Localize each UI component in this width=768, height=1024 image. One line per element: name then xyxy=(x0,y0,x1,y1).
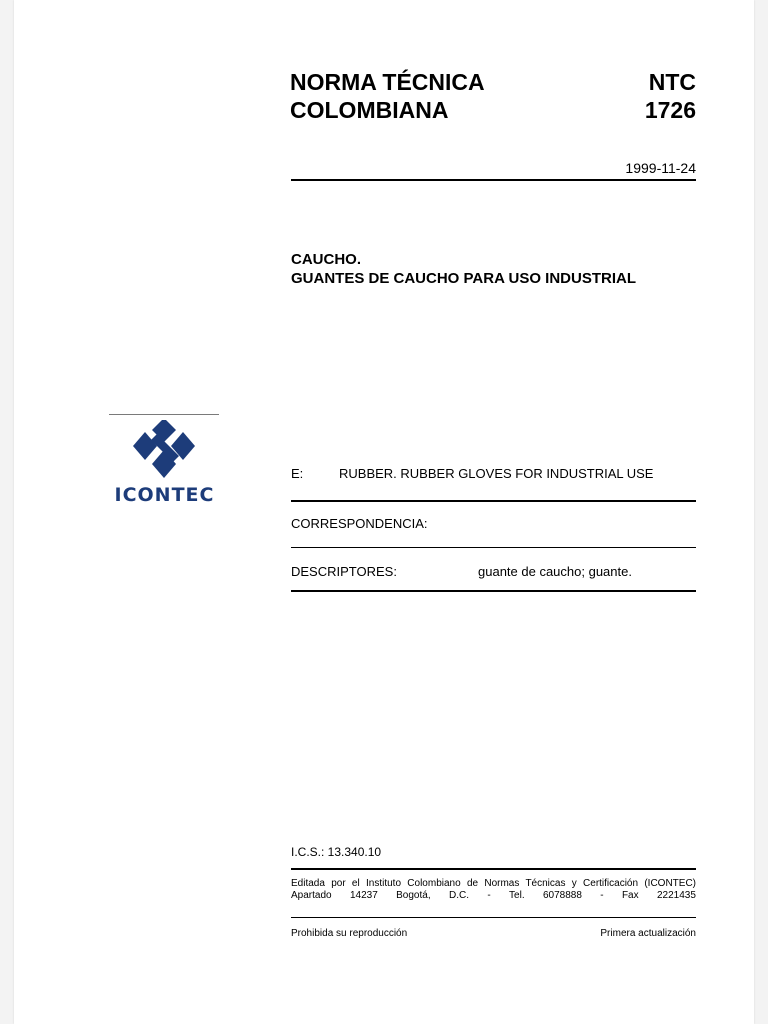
correspondence-label: CORRESPONDENCIA: xyxy=(291,516,428,531)
code-line-2: 1726 xyxy=(644,97,696,123)
address-part: 14237 xyxy=(349,890,378,901)
english-title-label: E: xyxy=(291,466,304,481)
english-title-value: RUBBER. RUBBER GLOVES FOR INDUSTRIAL USE xyxy=(339,466,654,481)
title-line-1: NORMA TÉCNICA xyxy=(290,69,485,95)
subject-line-1: CAUCHO. xyxy=(291,251,361,268)
descriptors-value: guante de caucho; guante. xyxy=(478,564,632,579)
descriptors-label: DESCRIPTORES: xyxy=(291,564,397,579)
address-part: 6078888 xyxy=(542,890,582,901)
edition-notice: Primera actualización xyxy=(600,928,696,939)
address-line xyxy=(291,890,696,902)
address-part: Bogotá, xyxy=(396,890,431,901)
publisher-divider xyxy=(291,917,696,918)
header-divider xyxy=(291,179,696,181)
code-line-1: NTC xyxy=(648,69,696,95)
publisher-info xyxy=(291,878,696,902)
publisher-line: Editada por el Instituto Colombiano de Normas Técnicas y Certificación (ICONTEC) xyxy=(291,878,696,889)
footer-divider xyxy=(291,868,696,870)
address-part: - xyxy=(487,890,491,901)
address-part: Apartado xyxy=(291,890,332,901)
standard-code xyxy=(574,68,696,124)
logo-wordmark: ICONTEC xyxy=(114,484,215,506)
reproduction-notice: Prohibida su reproducción xyxy=(291,928,408,939)
descriptors-divider xyxy=(291,590,696,592)
standard-title xyxy=(290,68,485,124)
address-part: D.C. xyxy=(448,890,469,901)
english-title-divider xyxy=(291,500,696,502)
publication-date: 1999-11-24 xyxy=(625,160,696,176)
correspondence-divider xyxy=(291,547,696,548)
ics-code: I.C.S.: 13.340.10 xyxy=(291,845,382,859)
document-page xyxy=(14,0,754,1024)
logo-divider xyxy=(109,414,219,415)
address-part: 2221435 xyxy=(656,890,696,901)
title-line-2: COLOMBIANA xyxy=(290,97,449,123)
address-part: Fax xyxy=(621,890,639,901)
address-part: Tel. xyxy=(509,890,525,901)
document-subject xyxy=(291,250,636,288)
address-part: - xyxy=(600,890,604,901)
subject-line-2: GUANTES DE CAUCHO PARA USO INDUSTRIAL xyxy=(291,270,637,287)
